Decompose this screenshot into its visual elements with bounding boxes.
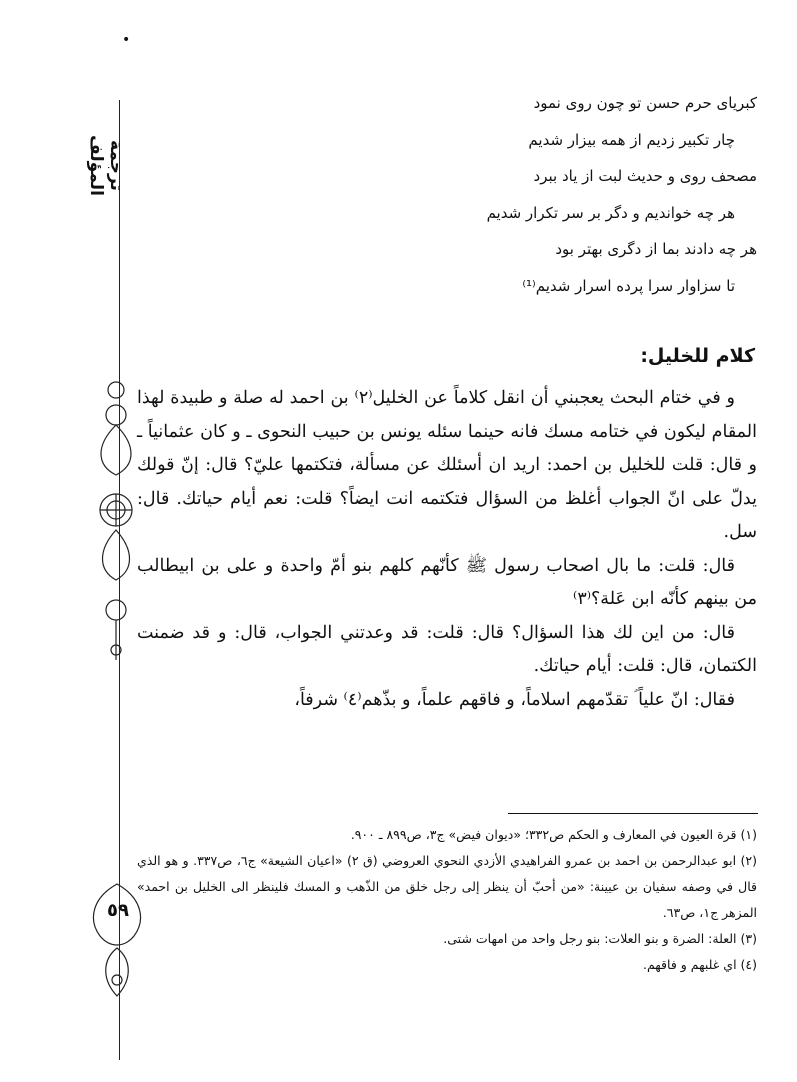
- body-paragraph: و في ختام البحث يعجبني أن انقل كلاماً عن الخليل⁽٢⁾ بن احمد له صلة و طبيدة لهذا المقام ليكون في ختامه مسك فانه حينما سئله يونس بن حبيب النحوى ـ و كان عثمانياً ـ و قال: قلت للخليل بن احمد: اريد ان أسئلك عن مسألة، فتكتمها عليّ؟ قال: إنّ قولك يدلّ على انّ الجواب أغلظ من السؤال فتكتمه انت ايضاً؟ قلت: نعم أيام حياتك. قال: سل.: [137, 388, 757, 542]
- poem-line: تا سزاوار سرا پرده اسرار شدیم⁽¹⁾: [522, 276, 735, 295]
- body-paragraph: قال: من اين لك هذا السؤال؟ قال: قلت: قد وعدتني الجواب، قال: و قد ضمنت الكتمان، قال: قلت: أيام حياتك.: [137, 622, 757, 676]
- poem-line: هر چه دادند بما از دگری بهتر بود: [555, 240, 757, 258]
- poem-line: چار تکبیر زدیم از همه بیزار شدیم: [528, 130, 735, 149]
- body-paragraph: فقال: انّ علياً ؑ تقدّمهم اسلاماً، و فاقهم علماً، و بذّهم⁽٤⁾ شرفاً،: [294, 689, 735, 710]
- body-text: [137, 382, 757, 717]
- section-heading: كلام للخليل:: [640, 345, 755, 367]
- page-number: ٥٩: [107, 900, 129, 921]
- poem-line: کبریای حرم حسن تو چون روی نمود: [533, 94, 757, 112]
- footnote: (٢) ابو عبدالرحمن بن احمد بن عمرو الفراهيدي الأزدي النحوي العروضي (ق ٢) «اعيان الشيعة» ج٦، ص٣٣٧. و هو الذي قال في وصفه سفيان بن عيينة: «من أحبّ أن ينظر إلى رجل خلق من الذّهب و المسك فلينظر الى الخليل بن احمد» المزهر ج١، ص٦٣.: [137, 853, 758, 920]
- footnote: (٣) العلة: الضرة و بنو العلات: بنو رجل واحد من امهات شتى.: [443, 931, 757, 946]
- poem-line: مصحف روی و حدیث لبت از یاد ببرد: [533, 167, 757, 185]
- footnote-separator: [508, 813, 758, 814]
- footnote: (١) قرة العيون في المعارف و الحكم ص٣٣٢؛ «ديوان فيض» ج٣، ص٨٩٩ ـ ٩٠٠.: [350, 827, 757, 842]
- poem-block: [117, 85, 757, 304]
- body-paragraph: قال: قلت: ما بال اصحاب رسول ﷺ كأنّهم كلهم بنو أمّ واحدة و على بن ابيطالب من بينهم كأنّه ابن عَلة؟⁽٣⁾: [137, 555, 757, 609]
- poem-line: هر چه خواندیم و دگر بر سر تکرار شدیم: [486, 203, 735, 222]
- footnotes: [137, 822, 757, 978]
- page-dot: •: [122, 32, 131, 48]
- footnote: (٤) اي غلبهم و فاقهم.: [642, 957, 757, 972]
- side-running-title: ترجمة المؤلف: [86, 134, 126, 196]
